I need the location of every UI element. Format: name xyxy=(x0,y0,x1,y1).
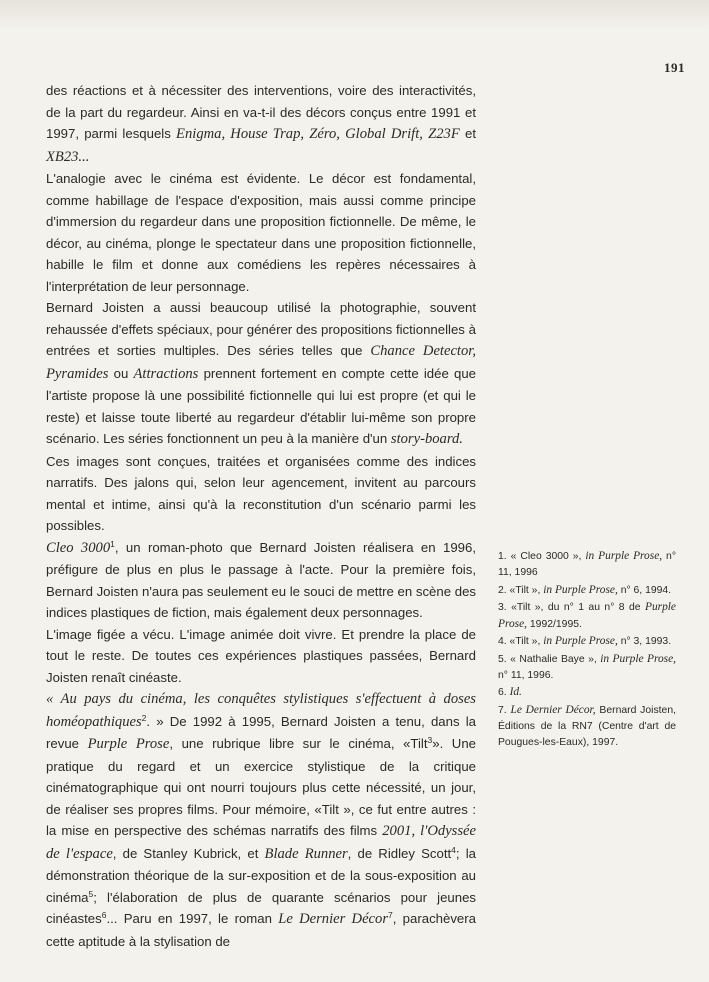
footnote-ref[interactable]: 3 xyxy=(427,735,433,745)
paragraph-6: L'image figée a vécu. L'image animée doit vivre. Et prendre la place de tout le reste. De toutes ces expériences plastiques passées, Bernard Joisten renaît cinéaste. xyxy=(46,626,476,685)
footnote-ref[interactable]: 6 xyxy=(101,910,107,920)
paragraph-2: L'analogie avec le cinéma est évidente. Le décor est fondamental, comme habillage de l'espace d'exposition, mais aussi comme principe d'immersion du regardeur dans une proposition fictionnelle. De même, le décor, au cinéma, plonge le spectateur dans une proposition fictionnelle, habille le film et donne aux comédiens les repères nécessaires à l'interprétation de leur personnage. xyxy=(46,171,476,294)
note-italic: Purple Prose, xyxy=(498,600,676,631)
note-text: n° 11, 1996. xyxy=(498,670,554,682)
italic-title: 2001, l'Odyssée de l'espace xyxy=(46,823,476,862)
footnote xyxy=(498,633,676,650)
italic-title: Attractions xyxy=(133,365,199,382)
footnote-ref[interactable]: 1 xyxy=(110,538,115,549)
footnote xyxy=(498,684,676,701)
italic-title: Blade Runner xyxy=(264,845,348,862)
note-text: 1992/1995. xyxy=(527,619,582,631)
note-italic: in Purple Prose, xyxy=(543,583,618,596)
footnote-ref[interactable]: 7 xyxy=(388,910,393,920)
italic-title: Cleo 3000 xyxy=(46,539,111,556)
note-text: n° 3, 1993. xyxy=(617,636,672,648)
text-run: , de Ridley Scott xyxy=(347,845,452,861)
note-text: 5. « Nathalie Baye », xyxy=(498,653,601,665)
text-run: . » De 1992 à 1995, Bernard Joisten a tenu, dans la revue xyxy=(46,713,476,751)
note-text: 6. xyxy=(498,687,510,699)
text-run: , un roman-photo que Bernard Joisten réalisera en 1996, préfigure de plus en plus le passage à l'acte. Pour la première fois, Bernard Joisten n'aura pas seulement eu le souci de mettre en scène des indices plastiques de fiction, mais également deux personnages. xyxy=(46,539,476,620)
note-italic: in Purple Prose, xyxy=(585,550,663,562)
text-run: ... Paru en 1997, le roman xyxy=(106,911,279,926)
italic-title: Purple Prose xyxy=(87,736,170,752)
note-italic: Le Dernier Décor, xyxy=(510,703,596,716)
paragraph-4: Ces images sont conçues, traitées et organisées comme des indices narratifs. Des jalons qui, selon leur agencement, invitent au parcours mental et intime, ainsi qu'à la reconstitution d'un scénario parmi les possibles. xyxy=(46,453,476,533)
footnote xyxy=(498,582,676,599)
text-run: prennent fortement en compte cette idée que l'artiste propose là une possibilité fictionnelle qui lui est propre (et qui le reste) et laisse toute liberté au regardeur d'établir lui-même son propre scénario. Les séries fonctionnent un peu à la manière d'un xyxy=(46,365,476,446)
italic-title: XB23... xyxy=(46,148,90,165)
footnote xyxy=(498,651,676,685)
note-text: n° 6, 1994. xyxy=(617,584,672,596)
text-run: , une rubrique libre sur le cinéma, «Tilt xyxy=(169,736,428,751)
footnote xyxy=(498,702,676,752)
text-run: ; l'élaboration de plus de quarante scénarios pour jeunes cinéastes xyxy=(46,889,476,926)
scan-shadow xyxy=(0,0,709,30)
text-run: ». Une pratique du regard et un exercice stylistique de la critique cinématographique qui ont nourri toujours plus cette nécessité, un jour, de réaliser ses propres films. Pour mémoire, «Tilt », ce fut entre autres : la mise en perspective des schémas narratifs des films xyxy=(46,736,476,838)
text-run: ; la démonstration théorique de la sur-exposition et de la sous-exposition au cinéma xyxy=(46,845,476,905)
paragraph-5 xyxy=(46,537,476,624)
text-run: , de Stanley Kubrick, et xyxy=(112,845,265,861)
paragraph-3 xyxy=(46,297,476,451)
footnote xyxy=(498,599,676,634)
italic-titles: Enigma, House Trap, Zéro, Global Drift, Z23F xyxy=(176,126,460,142)
note-italic: in Purple Prose, xyxy=(543,635,618,648)
note-italic: Id. xyxy=(509,686,522,699)
text-run: des réactions et à nécessiter des interventions, voire des interactivités, de la part du regardeur. Ainsi en va-t-il des décors conçus entre 1991 et 1997, parmi lesquels xyxy=(46,83,476,141)
note-text: 1. « Cleo 3000 », xyxy=(498,551,586,562)
text-run: , parachèvera cette aptitude à la stylisation de xyxy=(46,911,476,949)
italic-title: Le Dernier Décor xyxy=(278,911,389,927)
footnote-ref[interactable]: 2 xyxy=(141,712,147,723)
note-text: 3. «Tilt », du n° 1 au n° 8 de xyxy=(498,601,645,613)
footnote xyxy=(498,548,676,582)
note-text: 2. «Tilt », xyxy=(498,584,544,596)
text-run: ou xyxy=(108,365,134,381)
footnote-ref[interactable]: 4 xyxy=(451,844,456,855)
note-text: n° 11, 1996 xyxy=(498,551,676,579)
text-run: Bernard Joisten a aussi beaucoup utilisé la photographie, souvent rehaussée d'effets spéciaux, pour générer des propositions fictionnelles à entrées et sorties multiples. Des séries telles que xyxy=(46,300,476,358)
note-italic: in Purple Prose, xyxy=(600,652,676,665)
note-text: 7. xyxy=(498,704,511,716)
italic-titles: Chance Detector, Pyramides xyxy=(46,343,476,382)
paragraph-1 xyxy=(46,80,476,168)
italic-term: story-board. xyxy=(390,431,463,447)
body-text xyxy=(46,80,476,952)
paragraph-7 xyxy=(46,688,476,952)
footnotes xyxy=(498,548,676,752)
italic-quote: « Au pays du cinéma, les conquêtes stylistiques s'effectuent à doses homéopathiques xyxy=(46,691,476,730)
footnote-ref[interactable]: 5 xyxy=(88,888,94,899)
page-number: 191 xyxy=(664,60,685,75)
note-text: 4. «Tilt », xyxy=(498,636,544,648)
text-run: et xyxy=(459,126,476,141)
note-text: Bernard Joisten, Éditions de la RN7 (Centre d'art de Pougues-les-Eaux), 1997. xyxy=(498,704,676,749)
